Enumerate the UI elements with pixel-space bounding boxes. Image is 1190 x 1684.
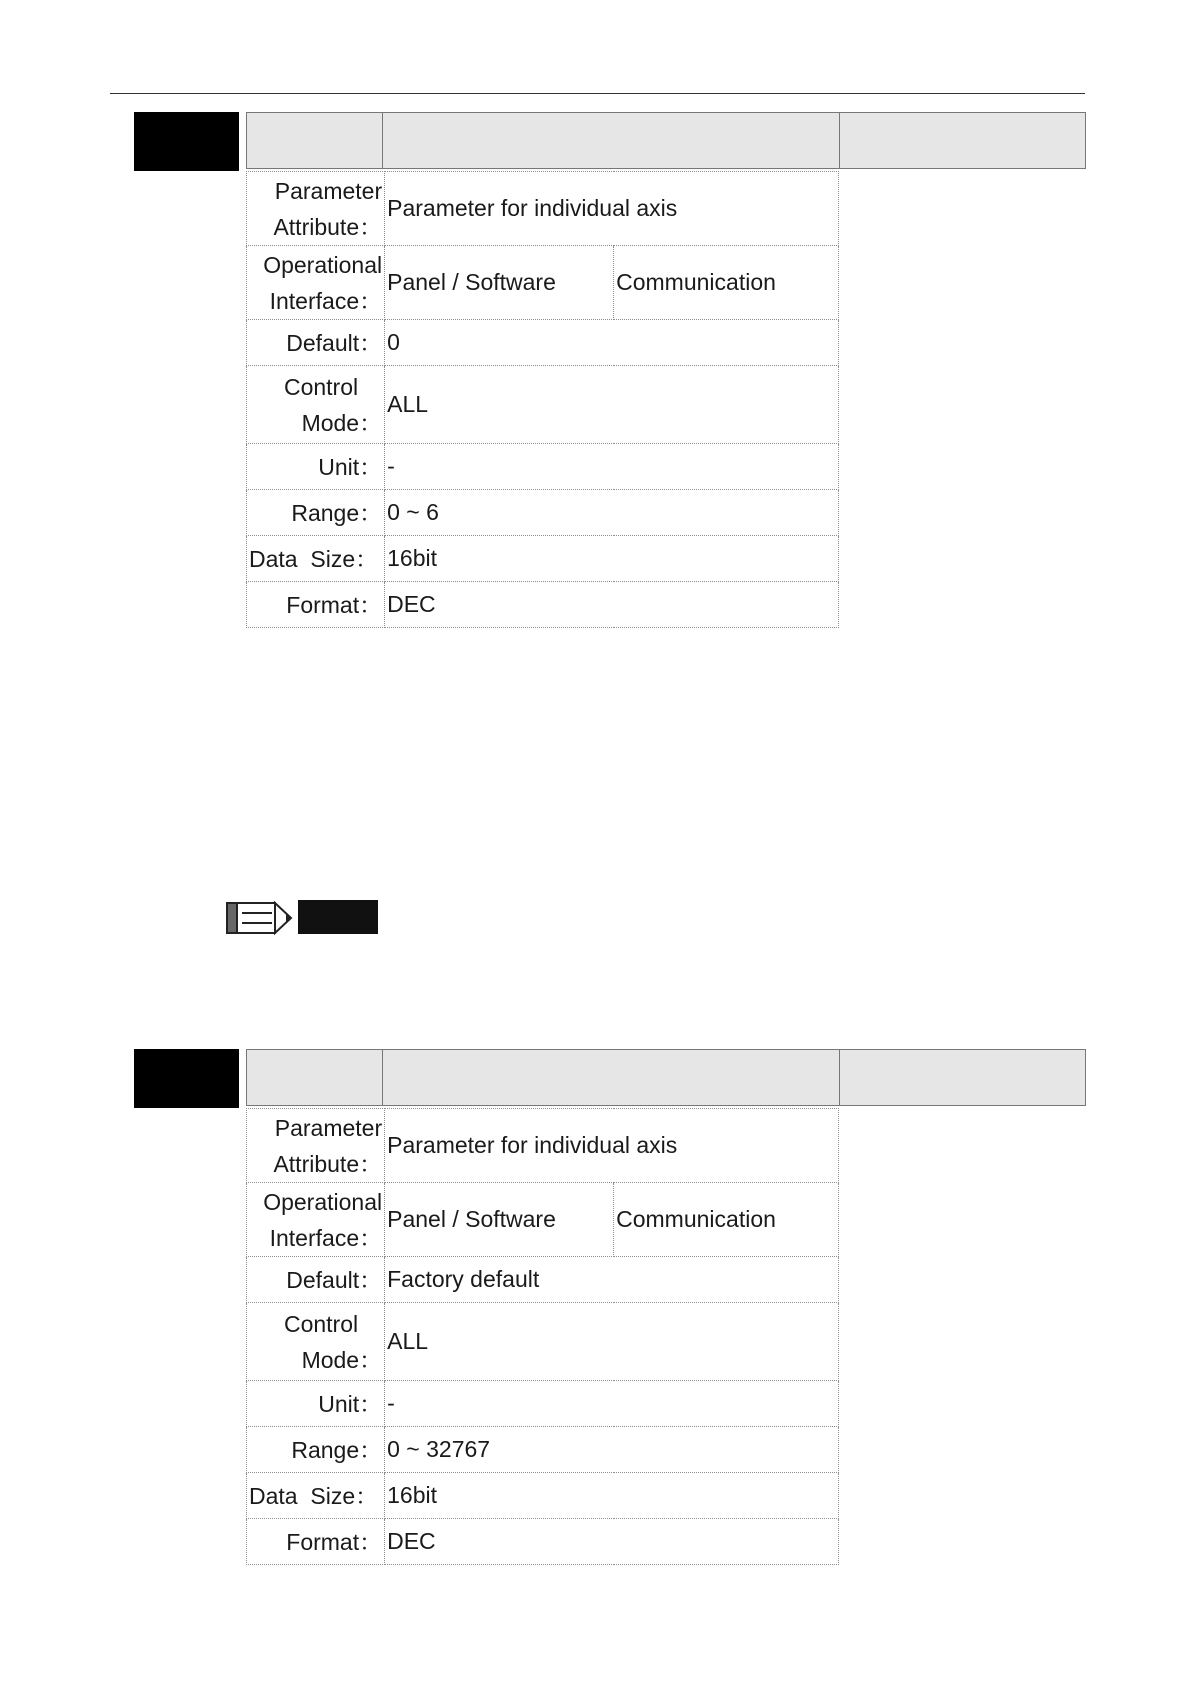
row-unit	[247, 1381, 839, 1427]
value-range: 0 ~ 32767	[385, 1427, 839, 1473]
row-control-mode	[247, 366, 839, 444]
header-cell-address	[840, 1050, 1085, 1105]
label-control-mode: Control Mode：	[247, 1303, 385, 1381]
header-cell-address	[840, 113, 1085, 168]
label-range: Range：	[247, 1427, 385, 1473]
value-range: 0 ~ 6	[385, 490, 839, 536]
value-control-mode: ALL	[385, 1303, 839, 1381]
value-control-mode: ALL	[385, 366, 839, 444]
value-panel-software: Panel / Software	[385, 1183, 614, 1257]
label-parameter-attribute: Parameter Attribute：	[247, 172, 385, 246]
parameter-id-box	[134, 112, 239, 171]
row-format	[247, 582, 839, 628]
parameter-header-row	[246, 1049, 1086, 1106]
row-parameter-attribute	[247, 172, 839, 246]
header-cell-name	[383, 1050, 840, 1105]
row-default	[247, 320, 839, 366]
row-parameter-attribute	[247, 1109, 839, 1183]
attribute-table	[246, 171, 839, 628]
value-data-size: 16bit	[385, 1473, 839, 1519]
row-range	[247, 490, 839, 536]
value-format: DEC	[385, 1519, 839, 1565]
row-control-mode	[247, 1303, 839, 1381]
label-parameter-attribute: Parameter Attribute：	[247, 1109, 385, 1183]
row-range	[247, 1427, 839, 1473]
parameter-header-row	[246, 112, 1086, 169]
header-cell-code	[247, 113, 383, 168]
value-format: DEC	[385, 582, 839, 628]
label-control-mode: Control Mode：	[247, 366, 385, 444]
value-communication: Communication	[614, 1183, 839, 1257]
label-data-size: Data Size：	[247, 1473, 385, 1519]
value-panel-software: Panel / Software	[385, 246, 614, 320]
value-parameter-attribute: Parameter for individual axis	[385, 172, 839, 246]
label-unit: Unit：	[247, 1381, 385, 1427]
label-format: Format：	[247, 582, 385, 628]
row-default	[247, 1257, 839, 1303]
value-default: 0	[385, 320, 839, 366]
label-unit: Unit：	[247, 444, 385, 490]
row-operational-interface	[247, 1183, 839, 1257]
header-cell-code	[247, 1050, 383, 1105]
value-unit: -	[385, 1381, 839, 1427]
attribute-table	[246, 1108, 839, 1565]
parameter-id-box	[134, 1049, 239, 1108]
pencil-note-icon-svg	[226, 900, 296, 936]
row-data-size	[247, 536, 839, 582]
note-title-bar	[298, 900, 378, 934]
label-default: Default：	[247, 320, 385, 366]
row-operational-interface	[247, 246, 839, 320]
value-default: Factory default	[385, 1257, 839, 1303]
header-rule	[110, 93, 1085, 94]
header-cell-name	[383, 113, 840, 168]
value-communication: Communication	[614, 246, 839, 320]
value-data-size: 16bit	[385, 536, 839, 582]
row-data-size	[247, 1473, 839, 1519]
label-operational-interface: Operational Interface：	[247, 246, 385, 320]
label-range: Range：	[247, 490, 385, 536]
pencil-note-icon	[226, 900, 296, 936]
value-parameter-attribute: Parameter for individual axis	[385, 1109, 839, 1183]
label-format: Format：	[247, 1519, 385, 1565]
label-operational-interface: Operational Interface：	[247, 1183, 385, 1257]
row-format	[247, 1519, 839, 1565]
value-unit: -	[385, 444, 839, 490]
row-unit	[247, 444, 839, 490]
label-data-size: Data Size：	[247, 536, 385, 582]
label-default: Default：	[247, 1257, 385, 1303]
